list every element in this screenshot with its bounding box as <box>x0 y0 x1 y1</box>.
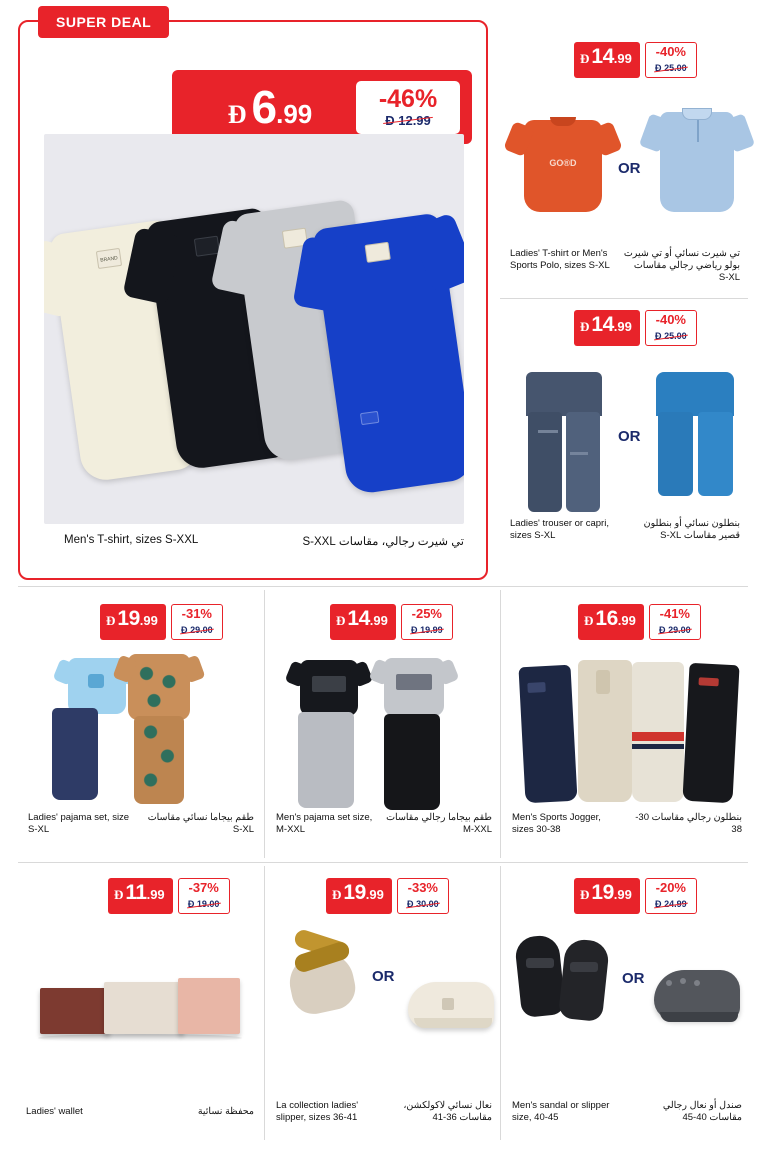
caption-ar: طقم بيجاما نسائي مقاسات S-XL <box>147 812 254 835</box>
caption-en: La collection ladies' slipper, sizes 36-41 <box>276 1100 359 1123</box>
product-cell-ladies-trouser-capri[interactable] <box>500 300 748 580</box>
price-box: Đ 16 .99 <box>578 604 644 640</box>
price-box: Đ 14 .99 <box>574 42 640 78</box>
ladies-capri-blue <box>656 372 734 496</box>
product-cell-mens-sandal-slipper[interactable] <box>504 866 748 1140</box>
price-tag <box>326 878 449 914</box>
price-box: Đ 14 .99 <box>330 604 396 640</box>
caption-en: Ladies' wallet <box>26 1106 83 1117</box>
or-label: OR <box>618 160 641 177</box>
product-cell-ladies-tshirt-mens-polo[interactable] <box>500 20 748 300</box>
jogger-beige <box>578 660 632 802</box>
product-cell-mens-pajama-set[interactable] <box>268 590 498 858</box>
or-label: OR <box>372 968 395 985</box>
price-tag <box>574 310 697 346</box>
pajama-trouser-navy <box>52 708 98 800</box>
caption-ar: بنطلون رجالي مقاسات 30-38 <box>635 812 742 835</box>
caption-en: Ladies' pajama set, size S-XL <box>28 812 130 835</box>
divider <box>500 298 748 299</box>
caption-ar: محفظة نسائية <box>197 1106 254 1117</box>
or-label: OR <box>622 970 645 987</box>
ladies-slipper-mustard <box>286 928 358 1014</box>
price-box: Đ 19 .99 <box>574 878 640 914</box>
mens-pajama-trouser-black <box>384 714 440 810</box>
price-tag <box>108 878 230 914</box>
super-deal-price-tag <box>172 70 472 144</box>
old-price: Đ 12.99 <box>385 112 431 128</box>
price-tag <box>574 878 697 914</box>
mens-pajama-top-grey <box>384 658 444 716</box>
discount-box: -40% Đ 25.00 <box>645 42 697 78</box>
currency-symbol: Đ <box>227 100 247 129</box>
super-deal-discount-box <box>356 81 460 134</box>
price-box: Đ 19 .99 <box>100 604 166 640</box>
discount-box: -25% Đ 19.99 <box>401 604 453 640</box>
ladies-tshirt-orange <box>524 120 602 212</box>
caption-ar: طقم بيجاما رجالي مقاسات M-XXL <box>386 812 492 835</box>
price-tag <box>330 604 453 640</box>
mens-sports-polo-blue <box>660 112 734 212</box>
mens-sandal-black <box>518 936 614 1022</box>
hem-patch <box>360 411 379 425</box>
caption-ar: تي شيرت نسائي أو تي شيرت بولو رياضي رجالي مقاسات S-XL <box>623 248 740 283</box>
divider <box>500 866 501 1140</box>
divider <box>500 590 501 858</box>
price-decimal: .99 <box>276 99 313 129</box>
caption-ar: نعال نسائي لاكولكشن، مقاسات 36-41 <box>403 1100 492 1123</box>
product-cell-mens-sports-jogger[interactable] <box>504 590 748 858</box>
price-tag <box>100 604 223 640</box>
caption-en: Men's Sports Jogger, sizes 30-38 <box>512 812 601 835</box>
ladies-trouser-denim <box>526 372 602 512</box>
product-cell-la-collection-ladies-slipper[interactable] <box>268 866 498 1140</box>
price-integer: 6 <box>251 81 277 133</box>
discount-box: -40% Đ 25.00 <box>645 310 697 346</box>
ladies-clog-cream <box>408 974 494 1034</box>
price-box: Đ 11 .99 <box>108 878 173 914</box>
brand-patch <box>194 236 220 257</box>
hero-caption-ar: تي شيرت رجالي، مقاسات S-XXL <box>302 536 464 548</box>
divider <box>18 586 748 587</box>
brand-patch <box>365 242 391 263</box>
price-box: Đ 14 .99 <box>574 310 640 346</box>
divider <box>264 590 265 858</box>
divider <box>18 862 748 863</box>
jogger-navy <box>518 665 577 804</box>
or-label: OR <box>618 428 641 445</box>
product-cell-ladies-pajama-set[interactable] <box>18 590 260 858</box>
caption-en: Men's sandal or slipper size, 40-45 <box>512 1100 610 1123</box>
caption-ar: صندل أو نعال رجالي مقاسات 40-45 <box>662 1100 742 1123</box>
discount-box: -33% Đ 30.00 <box>397 878 449 914</box>
wallet-pink <box>178 978 240 1034</box>
pajama-top-printed <box>128 654 190 720</box>
caption-en: Men's pajama set size, M-XXL <box>276 812 373 835</box>
super-deal-price <box>184 80 356 134</box>
discount-box: -37% Đ 19.00 <box>178 878 230 914</box>
price-tag <box>578 604 701 640</box>
price-tag <box>574 42 697 78</box>
pajama-trouser-printed <box>134 716 184 804</box>
tshirt-print-text: GO®D <box>549 158 577 168</box>
caption-ar: بنطلون نسائي أو بنطلون قصير مقاسات S-XL <box>643 518 740 541</box>
super-deal-panel <box>18 14 488 580</box>
hero-product-photo <box>44 134 464 524</box>
discount-box: -41% Đ 29.00 <box>649 604 701 640</box>
mens-pajama-trouser-grey <box>298 712 354 808</box>
wallet-brown <box>40 988 110 1034</box>
jogger-black <box>682 663 739 803</box>
discount-box: -20% Đ 24.99 <box>645 878 697 914</box>
mens-pajama-top-black <box>300 660 358 716</box>
caption-en: Ladies' T-shirt or Men's Sports Polo, sizes S-XL <box>510 248 610 271</box>
caption-en: Ladies' trouser or capri, sizes S-XL <box>510 518 609 541</box>
wallet-cream <box>104 982 184 1034</box>
divider <box>264 866 265 1140</box>
hero-caption-en: Men's T-shirt, sizes S-XXL <box>64 534 199 546</box>
discount-percent: -46% <box>378 84 438 113</box>
super-deal-badge: SUPER DEAL <box>38 6 169 38</box>
brand-patch: BRAND <box>96 248 122 269</box>
jogger-cream <box>632 662 684 802</box>
discount-box: -31% Đ 29.00 <box>171 604 223 640</box>
price-box: Đ 19 .99 <box>326 878 392 914</box>
product-cell-ladies-wallet[interactable] <box>18 866 260 1140</box>
mens-slipper-grey-clog <box>654 962 740 1032</box>
